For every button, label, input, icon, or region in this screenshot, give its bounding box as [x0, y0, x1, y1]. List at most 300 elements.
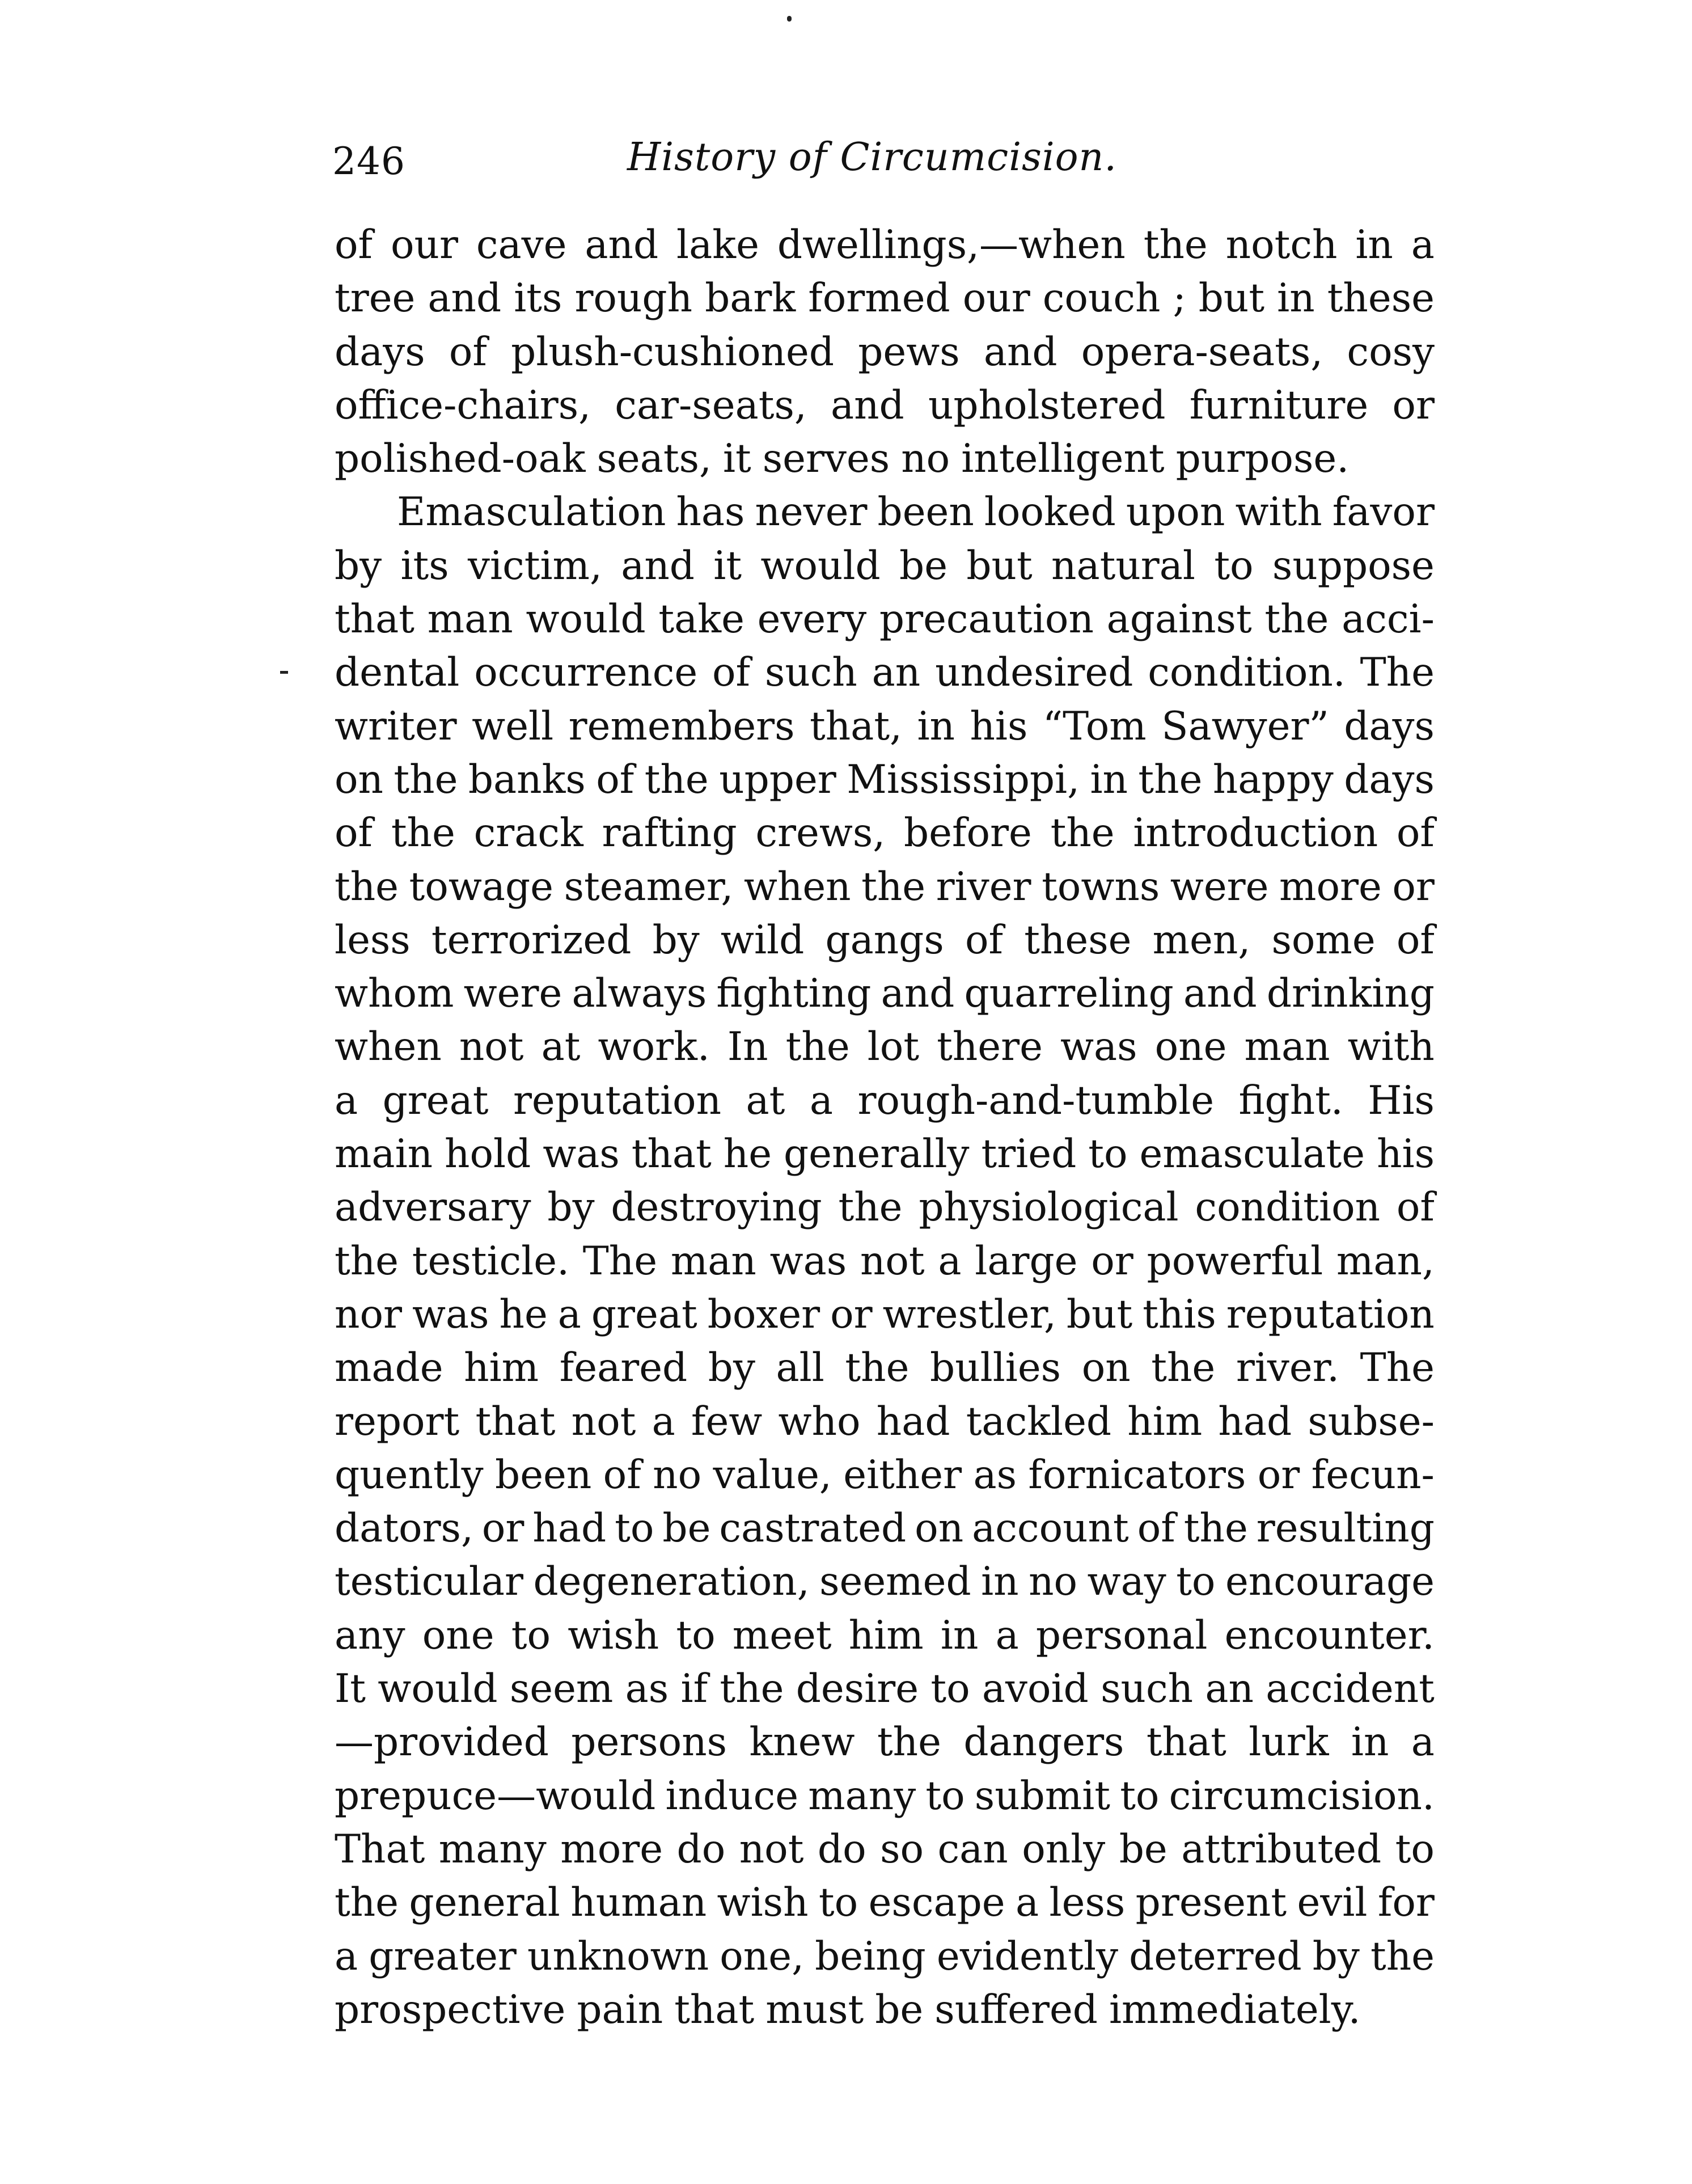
word: upper	[719, 757, 836, 802]
word: been	[877, 489, 974, 535]
word: seem	[509, 1666, 614, 1712]
word: bark	[705, 276, 796, 322]
word: of	[1137, 1506, 1175, 1552]
word: meet	[732, 1612, 832, 1658]
word: greater	[369, 1933, 517, 1979]
word: that	[475, 1399, 556, 1444]
word: tree	[335, 276, 416, 322]
word: submit	[974, 1773, 1111, 1819]
text-line	[335, 753, 1435, 806]
word: so	[880, 1826, 924, 1872]
word: office-chairs,	[335, 382, 591, 428]
word: few	[691, 1399, 763, 1444]
word: was	[412, 1291, 489, 1337]
word: not	[860, 1238, 925, 1284]
word: looked	[984, 489, 1116, 535]
word: notch	[1225, 222, 1338, 268]
word: gangs	[825, 917, 944, 963]
text-line	[335, 1395, 1435, 1448]
text-line	[335, 1235, 1435, 1288]
word: at	[746, 1078, 785, 1123]
word: dental	[335, 650, 460, 696]
word: was	[543, 1131, 620, 1177]
word: degeneration,	[533, 1559, 810, 1605]
word: to	[1088, 1131, 1128, 1177]
word: condition.	[1148, 650, 1346, 696]
word: our	[391, 222, 458, 268]
word: of	[596, 757, 634, 802]
text-line	[335, 806, 1435, 860]
word: man,	[1336, 1238, 1435, 1284]
word: he	[499, 1291, 548, 1337]
word: be	[662, 1506, 711, 1552]
text-line	[335, 700, 1435, 753]
word: him	[1127, 1399, 1203, 1444]
word: a	[995, 1612, 1019, 1658]
word: its	[400, 543, 449, 589]
word: lake	[676, 222, 759, 268]
word: it	[713, 543, 742, 589]
word: the	[391, 810, 455, 856]
word: in	[940, 1612, 979, 1658]
word: with	[1347, 1024, 1435, 1070]
word: many	[438, 1826, 547, 1872]
word: only	[1022, 1826, 1106, 1872]
word: that	[1146, 1720, 1226, 1765]
text-line	[335, 485, 1435, 539]
word: upholstered	[928, 382, 1166, 428]
text-line	[335, 1609, 1435, 1662]
word: and	[585, 222, 659, 268]
word: our	[962, 276, 1030, 322]
word: must	[765, 1987, 864, 2033]
word: man	[1244, 1024, 1330, 1070]
word: emasculate	[1139, 1131, 1365, 1177]
word: river.	[1236, 1345, 1340, 1391]
word: wrestler,	[882, 1291, 1056, 1337]
word: a	[1411, 1720, 1435, 1765]
text-line	[335, 1983, 1435, 2037]
word: towns	[1042, 864, 1160, 910]
word: on	[915, 1506, 964, 1552]
word: he	[723, 1131, 772, 1177]
word: had	[532, 1506, 607, 1552]
word: condition	[1195, 1185, 1381, 1231]
word: or	[1392, 382, 1435, 428]
word: rough	[574, 276, 693, 322]
word: The	[1360, 650, 1435, 696]
word: been	[495, 1452, 592, 1498]
text-line	[335, 539, 1435, 593]
word: in	[1277, 276, 1315, 322]
word: an	[872, 650, 921, 696]
word: the	[845, 1345, 910, 1391]
word: to	[1214, 543, 1254, 589]
word: Mississippi,	[847, 757, 1080, 802]
word: by	[652, 917, 700, 963]
word: the	[335, 864, 399, 910]
word: cave	[476, 222, 567, 268]
word: formed	[808, 276, 950, 322]
word: avoid	[982, 1666, 1089, 1712]
word: dators,	[335, 1506, 473, 1552]
text-line	[335, 1662, 1435, 1716]
word: crews,	[755, 810, 886, 856]
word: the	[1050, 810, 1115, 856]
word: to	[676, 1612, 716, 1658]
text-line	[335, 218, 1435, 272]
word: the	[838, 1185, 903, 1231]
word: that,	[810, 703, 902, 749]
word: or	[830, 1291, 873, 1337]
text-line	[335, 1823, 1435, 1876]
word: unknown	[527, 1933, 709, 1979]
word: would	[526, 597, 646, 643]
word: value,	[713, 1452, 832, 1498]
word: destroying	[611, 1185, 822, 1231]
word: be	[1119, 1826, 1168, 1872]
word: the	[644, 757, 709, 802]
word: of	[1396, 1185, 1435, 1231]
word: pain	[577, 1987, 663, 2033]
word: quently	[335, 1452, 484, 1498]
word: against	[1106, 597, 1252, 643]
word: personal	[1035, 1612, 1208, 1658]
word: would	[760, 543, 881, 589]
word: of	[335, 222, 373, 268]
word: circumcision.	[1169, 1773, 1435, 1819]
text-line	[335, 1716, 1435, 1769]
word: occurrence	[474, 650, 698, 696]
word: Emasculation	[397, 489, 666, 535]
word: whom	[335, 971, 454, 1017]
text-line	[335, 272, 1435, 325]
word: escape	[868, 1880, 1005, 1926]
word: and	[881, 971, 955, 1017]
text-line	[335, 1020, 1435, 1074]
word: many	[808, 1773, 916, 1819]
speck-mark	[787, 16, 792, 22]
word: reputation	[1226, 1291, 1435, 1337]
word: there	[937, 1024, 1043, 1070]
word: suppose	[1272, 543, 1435, 589]
word: less	[335, 917, 411, 963]
text-line	[335, 379, 1435, 432]
word: well	[472, 703, 554, 749]
word: or	[1257, 1452, 1300, 1498]
word: His	[1368, 1078, 1435, 1123]
word: of	[1396, 810, 1435, 856]
word: fecun-	[1311, 1452, 1435, 1498]
word: encounter.	[1224, 1612, 1435, 1658]
word: It	[335, 1666, 366, 1712]
word: subse-	[1308, 1399, 1435, 1444]
word: to	[925, 1773, 965, 1819]
word: and	[983, 329, 1058, 375]
word: crack	[473, 810, 583, 856]
word: by	[335, 543, 382, 589]
word: purpose.	[1175, 436, 1350, 482]
word: boxer	[707, 1291, 820, 1337]
word: no	[901, 436, 950, 482]
word: happy	[1212, 757, 1334, 802]
word: his	[970, 703, 1028, 749]
running-title: History of Circumcision.	[627, 135, 1117, 180]
word: banks	[468, 757, 586, 802]
word: the	[1370, 1933, 1435, 1979]
word: nor	[335, 1291, 402, 1337]
word: car-seats,	[615, 382, 807, 428]
word: human	[570, 1880, 707, 1926]
word: evil	[1297, 1880, 1368, 1926]
word: days	[1344, 703, 1435, 749]
word: such	[1101, 1666, 1194, 1712]
word: either	[843, 1452, 962, 1498]
word: accident	[1266, 1666, 1435, 1712]
word: plush-cushioned	[511, 329, 834, 375]
word: him	[848, 1612, 924, 1658]
word: encourage	[1225, 1559, 1435, 1605]
word: rough-and-tumble	[857, 1078, 1215, 1123]
word: desire	[796, 1666, 919, 1712]
word: prospective	[335, 1987, 566, 2033]
word: of	[603, 1452, 641, 1498]
word: writer	[335, 703, 457, 749]
word: was	[769, 1238, 847, 1284]
text-line	[335, 432, 1435, 485]
word: to	[818, 1880, 858, 1926]
word: deterred	[1129, 1933, 1302, 1979]
word: that	[631, 1131, 712, 1177]
page-number: 246	[332, 140, 405, 183]
word: one,	[720, 1933, 805, 1979]
word: fight.	[1238, 1078, 1343, 1123]
word: one	[1154, 1024, 1227, 1070]
word: some	[1271, 917, 1376, 963]
word: knew	[749, 1720, 855, 1765]
word: to	[1176, 1559, 1216, 1605]
word: by	[547, 1185, 595, 1231]
word: remembers	[568, 703, 795, 749]
word: to	[1120, 1773, 1160, 1819]
word: favor	[1332, 489, 1435, 535]
word: in	[917, 703, 955, 749]
word: of	[1396, 917, 1435, 963]
word: to	[615, 1506, 654, 1552]
word: induce	[665, 1773, 799, 1819]
word: polished-oak	[335, 436, 586, 482]
word: by	[1312, 1933, 1360, 1979]
word: and	[1183, 971, 1257, 1017]
word: were	[1170, 864, 1269, 910]
word: powerful	[1147, 1238, 1323, 1284]
word: The	[582, 1238, 658, 1284]
word: no	[1029, 1559, 1078, 1605]
word: can	[937, 1826, 1008, 1872]
text-line	[335, 1127, 1435, 1181]
word: to	[930, 1666, 970, 1712]
word: dangers	[963, 1720, 1124, 1765]
word: undesired	[935, 650, 1133, 696]
word: on	[1081, 1345, 1131, 1391]
word: not	[571, 1399, 636, 1444]
word: these	[1024, 917, 1132, 963]
word: and	[621, 543, 695, 589]
word: a	[1016, 1880, 1039, 1926]
word: furniture	[1189, 382, 1369, 428]
word: these	[1327, 276, 1435, 322]
word: a	[938, 1238, 962, 1284]
word: no	[653, 1452, 702, 1498]
word: that	[674, 1987, 755, 2033]
text-line	[335, 1502, 1435, 1555]
text-line	[335, 860, 1435, 914]
word: couch	[1042, 276, 1161, 322]
word: lurk	[1249, 1720, 1329, 1765]
word: or	[481, 1506, 524, 1552]
word: for	[1377, 1880, 1435, 1926]
word: in	[1355, 222, 1393, 268]
word: prepuce—would	[335, 1773, 656, 1819]
word: the	[1183, 1506, 1248, 1552]
word: feared	[559, 1345, 688, 1391]
word: —provided	[335, 1720, 549, 1765]
word: when	[743, 864, 851, 910]
word: and	[428, 276, 502, 322]
word: ;	[1173, 276, 1186, 322]
word: every	[757, 597, 867, 643]
word: before	[903, 810, 1032, 856]
word: bullies	[930, 1345, 1061, 1391]
word: intelligent	[961, 436, 1165, 482]
word: had	[876, 1399, 950, 1444]
word: seemed	[819, 1559, 971, 1605]
word: large	[975, 1238, 1078, 1284]
word: towage	[409, 864, 554, 910]
text-line	[335, 1555, 1435, 1608]
word: tried	[981, 1131, 1077, 1177]
word: the	[720, 1666, 784, 1712]
text-line	[335, 967, 1435, 1020]
word: do	[676, 1826, 726, 1872]
word: days	[1344, 757, 1435, 802]
word: the	[877, 1720, 941, 1765]
word: evidently	[936, 1933, 1118, 1979]
word: wish	[717, 1880, 809, 1926]
word: of	[335, 810, 373, 856]
word: of	[965, 917, 1004, 963]
word: as	[973, 1452, 1017, 1498]
word: man	[670, 1238, 756, 1284]
word: be	[899, 543, 948, 589]
word: more	[560, 1826, 663, 1872]
word: lot	[867, 1024, 920, 1070]
word: on	[335, 757, 383, 802]
word: drinking	[1266, 971, 1435, 1017]
word: fighting	[716, 971, 872, 1017]
word: as	[625, 1666, 669, 1712]
word: rafting	[602, 810, 737, 856]
word: present	[1135, 1880, 1287, 1926]
word: and	[830, 382, 904, 428]
word: would	[378, 1666, 498, 1712]
word: that	[335, 597, 415, 643]
word: or	[1091, 1238, 1133, 1284]
word: always	[572, 971, 707, 1017]
word: Sawyer”	[1161, 703, 1329, 749]
word: in	[981, 1559, 1019, 1605]
word: upon	[1126, 489, 1225, 535]
word: was	[1060, 1024, 1137, 1070]
word: generally	[784, 1131, 970, 1177]
word: it	[722, 436, 751, 482]
word: not	[459, 1024, 524, 1070]
word: if	[680, 1666, 708, 1712]
word: the	[785, 1024, 850, 1070]
word: “Tom	[1042, 703, 1147, 749]
word: his	[1377, 1131, 1435, 1177]
word: any	[335, 1612, 405, 1658]
word: main	[335, 1131, 433, 1177]
word: the	[394, 757, 458, 802]
word: serves	[762, 436, 890, 482]
word: were	[463, 971, 562, 1017]
word: him	[464, 1345, 539, 1391]
word: hold	[445, 1131, 531, 1177]
word: the	[1264, 597, 1329, 643]
word: the	[1138, 757, 1203, 802]
word: more	[1279, 864, 1382, 910]
word: a	[557, 1291, 581, 1337]
text-line	[335, 1448, 1435, 1502]
word: of	[449, 329, 487, 375]
word: days	[335, 329, 425, 375]
word: one	[422, 1612, 494, 1658]
body-text	[335, 218, 1435, 2037]
word: report	[335, 1399, 460, 1444]
text-line	[335, 1769, 1435, 1823]
text-line	[335, 593, 1435, 646]
word: testicular	[335, 1559, 524, 1605]
word: had	[1218, 1399, 1292, 1444]
word: but	[966, 543, 1033, 589]
word: an	[1205, 1666, 1254, 1712]
word: but	[1198, 276, 1265, 322]
word: being	[815, 1933, 926, 1979]
text-line	[335, 1288, 1435, 1341]
text-line	[335, 1181, 1435, 1234]
word: physiological	[919, 1185, 1179, 1231]
word: made	[335, 1345, 443, 1391]
word: terrorized	[431, 917, 632, 963]
word: dwellings,—when	[777, 222, 1126, 268]
word: resulting	[1256, 1506, 1435, 1552]
word: testicle.	[412, 1238, 570, 1284]
word: or	[1392, 864, 1435, 910]
word: That	[335, 1826, 425, 1872]
word: man	[427, 597, 513, 643]
word: river	[936, 864, 1031, 910]
word: men,	[1152, 917, 1251, 963]
word: introduction	[1133, 810, 1378, 856]
word: with	[1235, 489, 1322, 535]
word: fornicators	[1028, 1452, 1246, 1498]
word: when	[335, 1024, 442, 1070]
word: the	[861, 864, 926, 910]
word: acci-	[1342, 597, 1435, 643]
word: general	[409, 1880, 560, 1926]
word: a	[1411, 222, 1435, 268]
